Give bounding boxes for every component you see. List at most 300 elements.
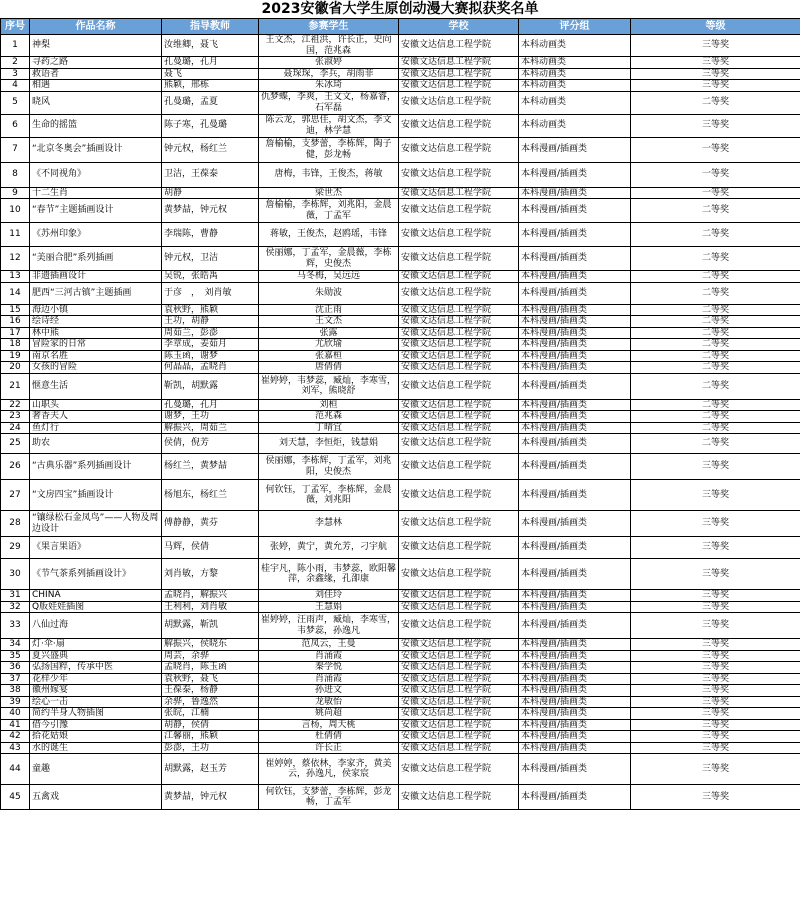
cell-school: 安徽文达信息工程学院 xyxy=(399,650,519,662)
cell-school: 安徽文达信息工程学院 xyxy=(399,68,519,80)
cell-teacher: 黄梦喆，钟元权 xyxy=(162,199,259,223)
cell-school: 安徽文达信息工程学院 xyxy=(399,422,519,434)
cell-no: 35 xyxy=(1,650,30,662)
cell-work: 童趣 xyxy=(30,754,162,785)
table-row xyxy=(1,685,800,697)
cell-school: 安徽文达信息工程学院 xyxy=(399,316,519,328)
cell-no: 43 xyxy=(1,742,30,754)
cell-students: 龙敏怡 xyxy=(259,696,399,708)
cell-students: 何钦钰，丁孟军，李栋辉，金晨薇，刘兆阳 xyxy=(259,480,399,511)
cell-teacher: 胡静，侯倩 xyxy=(162,719,259,731)
cell-students: 陈云龙，郭思佳，胡文杰，李文迪，林学慧 xyxy=(259,114,399,137)
cell-teacher: 孟晓肖，解振兴 xyxy=(162,590,259,602)
cell-teacher: 彭澎，王功 xyxy=(162,742,259,754)
cell-students: 杜倩倩 xyxy=(259,731,399,743)
cell-students: 沈正雨 xyxy=(259,304,399,316)
table-row xyxy=(1,590,800,602)
cell-no: 2 xyxy=(1,57,30,69)
cell-teacher: 孟晓肖，陈玉函 xyxy=(162,662,259,674)
cell-students: 聂琛琛，李兵，胡雨菲 xyxy=(259,68,399,80)
cell-work: 《苏州印象》 xyxy=(30,223,162,247)
cell-work: “古典乐器”系列插画设计 xyxy=(30,454,162,480)
cell-group: 本科漫画/插画类 xyxy=(519,590,631,602)
cell-level: 二等奖 xyxy=(631,327,800,339)
cell-level: 三等奖 xyxy=(631,785,800,810)
cell-no: 37 xyxy=(1,673,30,685)
cell-teacher: 王利利，刘肖敏 xyxy=(162,601,259,613)
cell-work: 冒险家的日常 xyxy=(30,339,162,351)
cell-level: 二等奖 xyxy=(631,362,800,374)
cell-school: 安徽文达信息工程学院 xyxy=(399,339,519,351)
cell-students: 崔婷婷，蔡依林，李家齐，黄美云，孙逸凡，侯家宸 xyxy=(259,754,399,785)
award-table xyxy=(0,18,800,810)
cell-students: 唐梅，韦锋，王俊杰，蒋敏 xyxy=(259,162,399,187)
cell-work: 绘心一击 xyxy=(30,696,162,708)
cell-level: 三等奖 xyxy=(631,80,800,92)
cell-teacher: 孔曼璐，孔月 xyxy=(162,57,259,69)
table-row xyxy=(1,754,800,785)
cell-group: 本科漫画/插画类 xyxy=(519,731,631,743)
table-row xyxy=(1,271,800,283)
cell-work: 肥西“三河古镇”主题插画 xyxy=(30,282,162,304)
cell-work: 奢香夫人 xyxy=(30,411,162,423)
cell-school: 安徽文达信息工程学院 xyxy=(399,685,519,697)
cell-students: 詹榆榆，李栋辉，刘兆阳，金晨薇，丁孟军 xyxy=(259,199,399,223)
cell-school: 安徽文达信息工程学院 xyxy=(399,80,519,92)
cell-group: 本科漫画/插画类 xyxy=(519,480,631,511)
cell-level: 三等奖 xyxy=(631,742,800,754)
cell-group: 本科动画类 xyxy=(519,114,631,137)
cell-work: 《不同视角》 xyxy=(30,162,162,187)
table-row xyxy=(1,434,800,454)
cell-no: 18 xyxy=(1,339,30,351)
cell-teacher: 王葆泰，杨静 xyxy=(162,685,259,697)
cell-school: 安徽文达信息工程学院 xyxy=(399,162,519,187)
cell-group: 本科漫画/插画类 xyxy=(519,511,631,537)
cell-group: 本科漫画/插画类 xyxy=(519,754,631,785)
table-row xyxy=(1,731,800,743)
cell-no: 23 xyxy=(1,411,30,423)
cell-level: 三等奖 xyxy=(631,754,800,785)
cell-students: 张露 xyxy=(259,327,399,339)
cell-no: 33 xyxy=(1,613,30,639)
cell-level: 三等奖 xyxy=(631,731,800,743)
header-cell-group: 评分组 xyxy=(519,19,631,35)
cell-teacher: 谢梦，王功 xyxy=(162,411,259,423)
cell-teacher: 钟元权，卫洁 xyxy=(162,247,259,271)
cell-level: 三等奖 xyxy=(631,662,800,674)
cell-group: 本科漫画/插画类 xyxy=(519,304,631,316)
table-row xyxy=(1,480,800,511)
cell-students: 侯丽娜，李栋辉，丁孟军，刘兆阳，史俊杰 xyxy=(259,454,399,480)
cell-work: 山职头 xyxy=(30,399,162,411)
cell-school: 安徽文达信息工程学院 xyxy=(399,137,519,162)
table-row xyxy=(1,650,800,662)
cell-group: 本科漫画/插画类 xyxy=(519,673,631,685)
cell-students: 朱冰琦 xyxy=(259,80,399,92)
cell-school: 安徽文达信息工程学院 xyxy=(399,271,519,283)
table-row xyxy=(1,91,800,114)
cell-group: 本科漫画/插画类 xyxy=(519,708,631,720)
cell-no: 26 xyxy=(1,454,30,480)
cell-level: 三等奖 xyxy=(631,719,800,731)
cell-students: 孙进文 xyxy=(259,685,399,697)
cell-school: 安徽文达信息工程学院 xyxy=(399,639,519,651)
cell-no: 19 xyxy=(1,350,30,362)
table-row xyxy=(1,68,800,80)
cell-group: 本科漫画/插画类 xyxy=(519,316,631,328)
table-row xyxy=(1,696,800,708)
cell-students: 姚尚超 xyxy=(259,708,399,720)
cell-school: 安徽文达信息工程学院 xyxy=(399,187,519,199)
table-row xyxy=(1,537,800,559)
cell-level: 三等奖 xyxy=(631,673,800,685)
table-row xyxy=(1,282,800,304)
cell-school: 安徽文达信息工程学院 xyxy=(399,719,519,731)
cell-level: 三等奖 xyxy=(631,537,800,559)
cell-no: 17 xyxy=(1,327,30,339)
cell-level: 三等奖 xyxy=(631,639,800,651)
cell-no: 34 xyxy=(1,639,30,651)
cell-no: 38 xyxy=(1,685,30,697)
cell-no: 30 xyxy=(1,559,30,590)
table-row xyxy=(1,223,800,247)
cell-group: 本科漫画/插画类 xyxy=(519,434,631,454)
cell-teacher: 解振兴，侯晓东 xyxy=(162,639,259,651)
cell-work: 晓风 xyxy=(30,91,162,114)
cell-students: 蒋敏，王俊杰，赵鸥瑶，韦锋 xyxy=(259,223,399,247)
cell-teacher: 马辉，侯倩 xyxy=(162,537,259,559)
cell-teacher: 周茹兰，彭澎 xyxy=(162,327,259,339)
cell-work: Q版娃娃插图 xyxy=(30,601,162,613)
cell-students: 范兆森 xyxy=(259,411,399,423)
cell-no: 14 xyxy=(1,282,30,304)
cell-school: 安徽文达信息工程学院 xyxy=(399,411,519,423)
cell-school: 安徽文达信息工程学院 xyxy=(399,304,519,316)
table-row xyxy=(1,785,800,810)
cell-group: 本科动画类 xyxy=(519,80,631,92)
cell-group: 本科漫画/插画类 xyxy=(519,137,631,162)
cell-level: 三等奖 xyxy=(631,590,800,602)
header-cell-students: 参赛学生 xyxy=(259,19,399,35)
cell-students: 范凤云，王曼 xyxy=(259,639,399,651)
cell-work: 相遇 xyxy=(30,80,162,92)
cell-group: 本科漫画/插画类 xyxy=(519,719,631,731)
cell-school: 安徽文达信息工程学院 xyxy=(399,480,519,511)
cell-work: 海边小镇 xyxy=(30,304,162,316)
cell-level: 三等奖 xyxy=(631,708,800,720)
cell-level: 三等奖 xyxy=(631,511,800,537)
cell-work: 女孩的冒险 xyxy=(30,362,162,374)
cell-level: 二等奖 xyxy=(631,339,800,351)
cell-level: 一等奖 xyxy=(631,187,800,199)
table-row xyxy=(1,187,800,199)
table-row xyxy=(1,137,800,162)
cell-school: 安徽文达信息工程学院 xyxy=(399,754,519,785)
cell-teacher: 何晶晶，孟晓肖 xyxy=(162,362,259,374)
cell-school: 安徽文达信息工程学院 xyxy=(399,559,519,590)
cell-school: 安徽文达信息工程学院 xyxy=(399,282,519,304)
table-row xyxy=(1,662,800,674)
cell-school: 安徽文达信息工程学院 xyxy=(399,399,519,411)
cell-school: 安徽文达信息工程学院 xyxy=(399,662,519,674)
table-row xyxy=(1,511,800,537)
cell-no: 15 xyxy=(1,304,30,316)
cell-level: 二等奖 xyxy=(631,247,800,271)
cell-teacher: 汝维卿，聂飞 xyxy=(162,35,259,57)
cell-no: 16 xyxy=(1,316,30,328)
cell-level: 三等奖 xyxy=(631,57,800,69)
cell-work: 《果言果语》 xyxy=(30,537,162,559)
table-row xyxy=(1,35,800,57)
cell-group: 本科动画类 xyxy=(519,68,631,80)
cell-students: 许长正 xyxy=(259,742,399,754)
cell-teacher: 聂飞 xyxy=(162,68,259,80)
cell-students: 崔婷婷，韦梦蕊，臧灿，李寒雪，刘军，熊晓舒 xyxy=(259,373,399,399)
cell-work: “北京冬奥会”插画设计 xyxy=(30,137,162,162)
cell-no: 5 xyxy=(1,91,30,114)
cell-students: 侯丽娜，丁孟军，金晨薇，李栋辉，史俊杰 xyxy=(259,247,399,271)
cell-work: 惬意生活 xyxy=(30,373,162,399)
cell-students: 言杨，周天桃 xyxy=(259,719,399,731)
cell-level: 二等奖 xyxy=(631,399,800,411)
cell-level: 三等奖 xyxy=(631,114,800,137)
cell-group: 本科漫画/插画类 xyxy=(519,613,631,639)
table-row xyxy=(1,57,800,69)
cell-group: 本科漫画/插画类 xyxy=(519,247,631,271)
cell-level: 三等奖 xyxy=(631,480,800,511)
cell-no: 29 xyxy=(1,537,30,559)
cell-students: 肖涌霞 xyxy=(259,673,399,685)
cell-teacher: 孔曼璐，孟夏 xyxy=(162,91,259,114)
cell-group: 本科漫画/插画类 xyxy=(519,350,631,362)
cell-work: “文房四宝”插画设计 xyxy=(30,480,162,511)
cell-no: 9 xyxy=(1,187,30,199)
cell-group: 本科动画类 xyxy=(519,35,631,57)
header-cell-school: 学校 xyxy=(399,19,519,35)
cell-school: 安徽文达信息工程学院 xyxy=(399,373,519,399)
cell-work: CHINA xyxy=(30,590,162,602)
cell-work: 绘诗经 xyxy=(30,316,162,328)
header-cell-level: 等级 xyxy=(631,19,800,35)
cell-no: 39 xyxy=(1,696,30,708)
cell-school: 安徽文达信息工程学院 xyxy=(399,247,519,271)
cell-work: 五禽戏 xyxy=(30,785,162,810)
cell-school: 安徽文达信息工程学院 xyxy=(399,114,519,137)
table-row xyxy=(1,601,800,613)
cell-level: 三等奖 xyxy=(631,613,800,639)
table-row xyxy=(1,350,800,362)
table-row xyxy=(1,114,800,137)
cell-school: 安徽文达信息工程学院 xyxy=(399,708,519,720)
table-row xyxy=(1,559,800,590)
cell-teacher: 袁秋野，熊颖 xyxy=(162,304,259,316)
cell-level: 二等奖 xyxy=(631,350,800,362)
table-row xyxy=(1,719,800,731)
cell-students: 张婷，黄宁，黄允芳，刁宇航 xyxy=(259,537,399,559)
cell-no: 28 xyxy=(1,511,30,537)
cell-level: 二等奖 xyxy=(631,411,800,423)
table-row xyxy=(1,327,800,339)
cell-no: 24 xyxy=(1,422,30,434)
cell-group: 本科漫画/插画类 xyxy=(519,639,631,651)
cell-teacher: 吴锐，张皓禹 xyxy=(162,271,259,283)
cell-level: 二等奖 xyxy=(631,373,800,399)
cell-level: 二等奖 xyxy=(631,422,800,434)
cell-school: 安徽文达信息工程学院 xyxy=(399,601,519,613)
cell-level: 三等奖 xyxy=(631,35,800,57)
cell-students: 刘佳玲 xyxy=(259,590,399,602)
cell-students: 张淑婷 xyxy=(259,57,399,69)
cell-school: 安徽文达信息工程学院 xyxy=(399,362,519,374)
cell-level: 二等奖 xyxy=(631,199,800,223)
cell-teacher: 周芸，余骅 xyxy=(162,650,259,662)
cell-work: 救语者 xyxy=(30,68,162,80)
table-row xyxy=(1,362,800,374)
cell-students: 王文杰，江祖洪，许长正，史向国，范兆森 xyxy=(259,35,399,57)
cell-level: 二等奖 xyxy=(631,271,800,283)
cell-level: 二等奖 xyxy=(631,223,800,247)
cell-students: 肖涌霞 xyxy=(259,650,399,662)
cell-teacher: 袁秋野，聂飞 xyxy=(162,673,259,685)
cell-group: 本科漫画/插画类 xyxy=(519,454,631,480)
cell-teacher: 侯倩，倪芳 xyxy=(162,434,259,454)
cell-group: 本科漫画/插画类 xyxy=(519,411,631,423)
table-row xyxy=(1,304,800,316)
cell-teacher: 解振兴，周茹兰 xyxy=(162,422,259,434)
cell-no: 22 xyxy=(1,399,30,411)
cell-teacher: 江馨丽，熊颖 xyxy=(162,731,259,743)
cell-school: 安徽文达信息工程学院 xyxy=(399,742,519,754)
cell-work: 《节气茶系列插画设计》 xyxy=(30,559,162,590)
cell-no: 25 xyxy=(1,434,30,454)
cell-group: 本科漫画/插画类 xyxy=(519,362,631,374)
table-header-row xyxy=(1,19,800,35)
cell-students: 丁晴宜 xyxy=(259,422,399,434)
cell-group: 本科漫画/插画类 xyxy=(519,327,631,339)
cell-teacher: 李章成，姜茹月 xyxy=(162,339,259,351)
cell-group: 本科动画类 xyxy=(519,57,631,69)
cell-level: 一等奖 xyxy=(631,162,800,187)
cell-teacher: 杨红兰，黄梦喆 xyxy=(162,454,259,480)
cell-teacher: 孔曼璐，孔月 xyxy=(162,399,259,411)
cell-teacher: 靳凯，胡默露 xyxy=(162,373,259,399)
table-row xyxy=(1,247,800,271)
cell-work: “春节”主题插画设计 xyxy=(30,199,162,223)
cell-group: 本科漫画/插画类 xyxy=(519,282,631,304)
cell-school: 安徽文达信息工程学院 xyxy=(399,350,519,362)
cell-school: 安徽文达信息工程学院 xyxy=(399,590,519,602)
cell-group: 本科漫画/插画类 xyxy=(519,785,631,810)
cell-teacher: 黄梦喆，钟元权 xyxy=(162,785,259,810)
cell-school: 安徽文达信息工程学院 xyxy=(399,57,519,69)
cell-work: 夏兴盛典 xyxy=(30,650,162,662)
cell-no: 8 xyxy=(1,162,30,187)
cell-no: 11 xyxy=(1,223,30,247)
table-row xyxy=(1,639,800,651)
cell-students: 秦学悦 xyxy=(259,662,399,674)
cell-teacher: 陈子寒，孔曼璐 xyxy=(162,114,259,137)
cell-group: 本科漫画/插画类 xyxy=(519,373,631,399)
cell-teacher: 卫洁，王葆泰 xyxy=(162,162,259,187)
page-title: 2023安徽省大学生原创动漫大赛拟获奖名单 xyxy=(261,1,539,17)
table-row xyxy=(1,373,800,399)
cell-school: 安徽文达信息工程学院 xyxy=(399,731,519,743)
cell-level: 二等奖 xyxy=(631,304,800,316)
table-row xyxy=(1,339,800,351)
cell-school: 安徽文达信息工程学院 xyxy=(399,537,519,559)
cell-students: 桂宇凡，陈小雨，韦梦蕊，欧阳馨萍，余鑫缘，孔卲康 xyxy=(259,559,399,590)
header-cell-teacher: 指导教师 xyxy=(162,19,259,35)
cell-group: 本科漫画/插画类 xyxy=(519,601,631,613)
cell-students: 何钦钰，支梦蕾，李栋辉，彭龙畅，丁孟军 xyxy=(259,785,399,810)
table-row xyxy=(1,80,800,92)
cell-level: 三等奖 xyxy=(631,559,800,590)
cell-school: 安徽文达信息工程学院 xyxy=(399,434,519,454)
cell-level: 三等奖 xyxy=(631,696,800,708)
cell-students: 王慧娟 xyxy=(259,601,399,613)
cell-teacher: 刘肖敏，方黎 xyxy=(162,559,259,590)
cell-level: 三等奖 xyxy=(631,685,800,697)
cell-work: “美丽合肥”系列插画 xyxy=(30,247,162,271)
cell-teacher: 钟元权，杨红兰 xyxy=(162,137,259,162)
cell-no: 27 xyxy=(1,480,30,511)
cell-work: 寻药之路 xyxy=(30,57,162,69)
cell-group: 本科漫画/插画类 xyxy=(519,559,631,590)
cell-students: 仇梦蝶，李爽，王文文，杨嘉睿，石军磊 xyxy=(259,91,399,114)
cell-level: 二等奖 xyxy=(631,91,800,114)
cell-teacher: 陈玉函，谢梦 xyxy=(162,350,259,362)
table-row xyxy=(1,399,800,411)
cell-students: 刘天慧，李恒炬，钱慧娟 xyxy=(259,434,399,454)
cell-work: 十二生肖 xyxy=(30,187,162,199)
cell-level: 一等奖 xyxy=(631,137,800,162)
cell-no: 45 xyxy=(1,785,30,810)
cell-group: 本科漫画/插画类 xyxy=(519,339,631,351)
cell-no: 42 xyxy=(1,731,30,743)
cell-school: 安徽文达信息工程学院 xyxy=(399,199,519,223)
cell-no: 44 xyxy=(1,754,30,785)
cell-school: 安徽文达信息工程学院 xyxy=(399,327,519,339)
cell-work: 水的诞生 xyxy=(30,742,162,754)
cell-group: 本科漫画/插画类 xyxy=(519,187,631,199)
table-row xyxy=(1,162,800,187)
cell-level: 三等奖 xyxy=(631,68,800,80)
cell-level: 二等奖 xyxy=(631,434,800,454)
cell-school: 安徽文达信息工程学院 xyxy=(399,696,519,708)
table-row xyxy=(1,411,800,423)
cell-students: 张嘉桓 xyxy=(259,350,399,362)
cell-group: 本科动画类 xyxy=(519,91,631,114)
cell-work: 八仙过海 xyxy=(30,613,162,639)
cell-work: 南京名胜 xyxy=(30,350,162,362)
table-row xyxy=(1,199,800,223)
cell-teacher: 李瑞陈，曹静 xyxy=(162,223,259,247)
cell-no: 36 xyxy=(1,662,30,674)
cell-no: 10 xyxy=(1,199,30,223)
cell-teacher: 余骅，鲁逸然 xyxy=(162,696,259,708)
table-row xyxy=(1,454,800,480)
cell-students: 刘桓 xyxy=(259,399,399,411)
table-row xyxy=(1,316,800,328)
cell-work: 简约半身人物插图 xyxy=(30,708,162,720)
cell-group: 本科漫画/插画类 xyxy=(519,199,631,223)
cell-teacher: 胡静 xyxy=(162,187,259,199)
cell-group: 本科漫画/插画类 xyxy=(519,696,631,708)
cell-group: 本科漫画/插画类 xyxy=(519,162,631,187)
cell-school: 安徽文达信息工程学院 xyxy=(399,613,519,639)
cell-school: 安徽文达信息工程学院 xyxy=(399,454,519,480)
